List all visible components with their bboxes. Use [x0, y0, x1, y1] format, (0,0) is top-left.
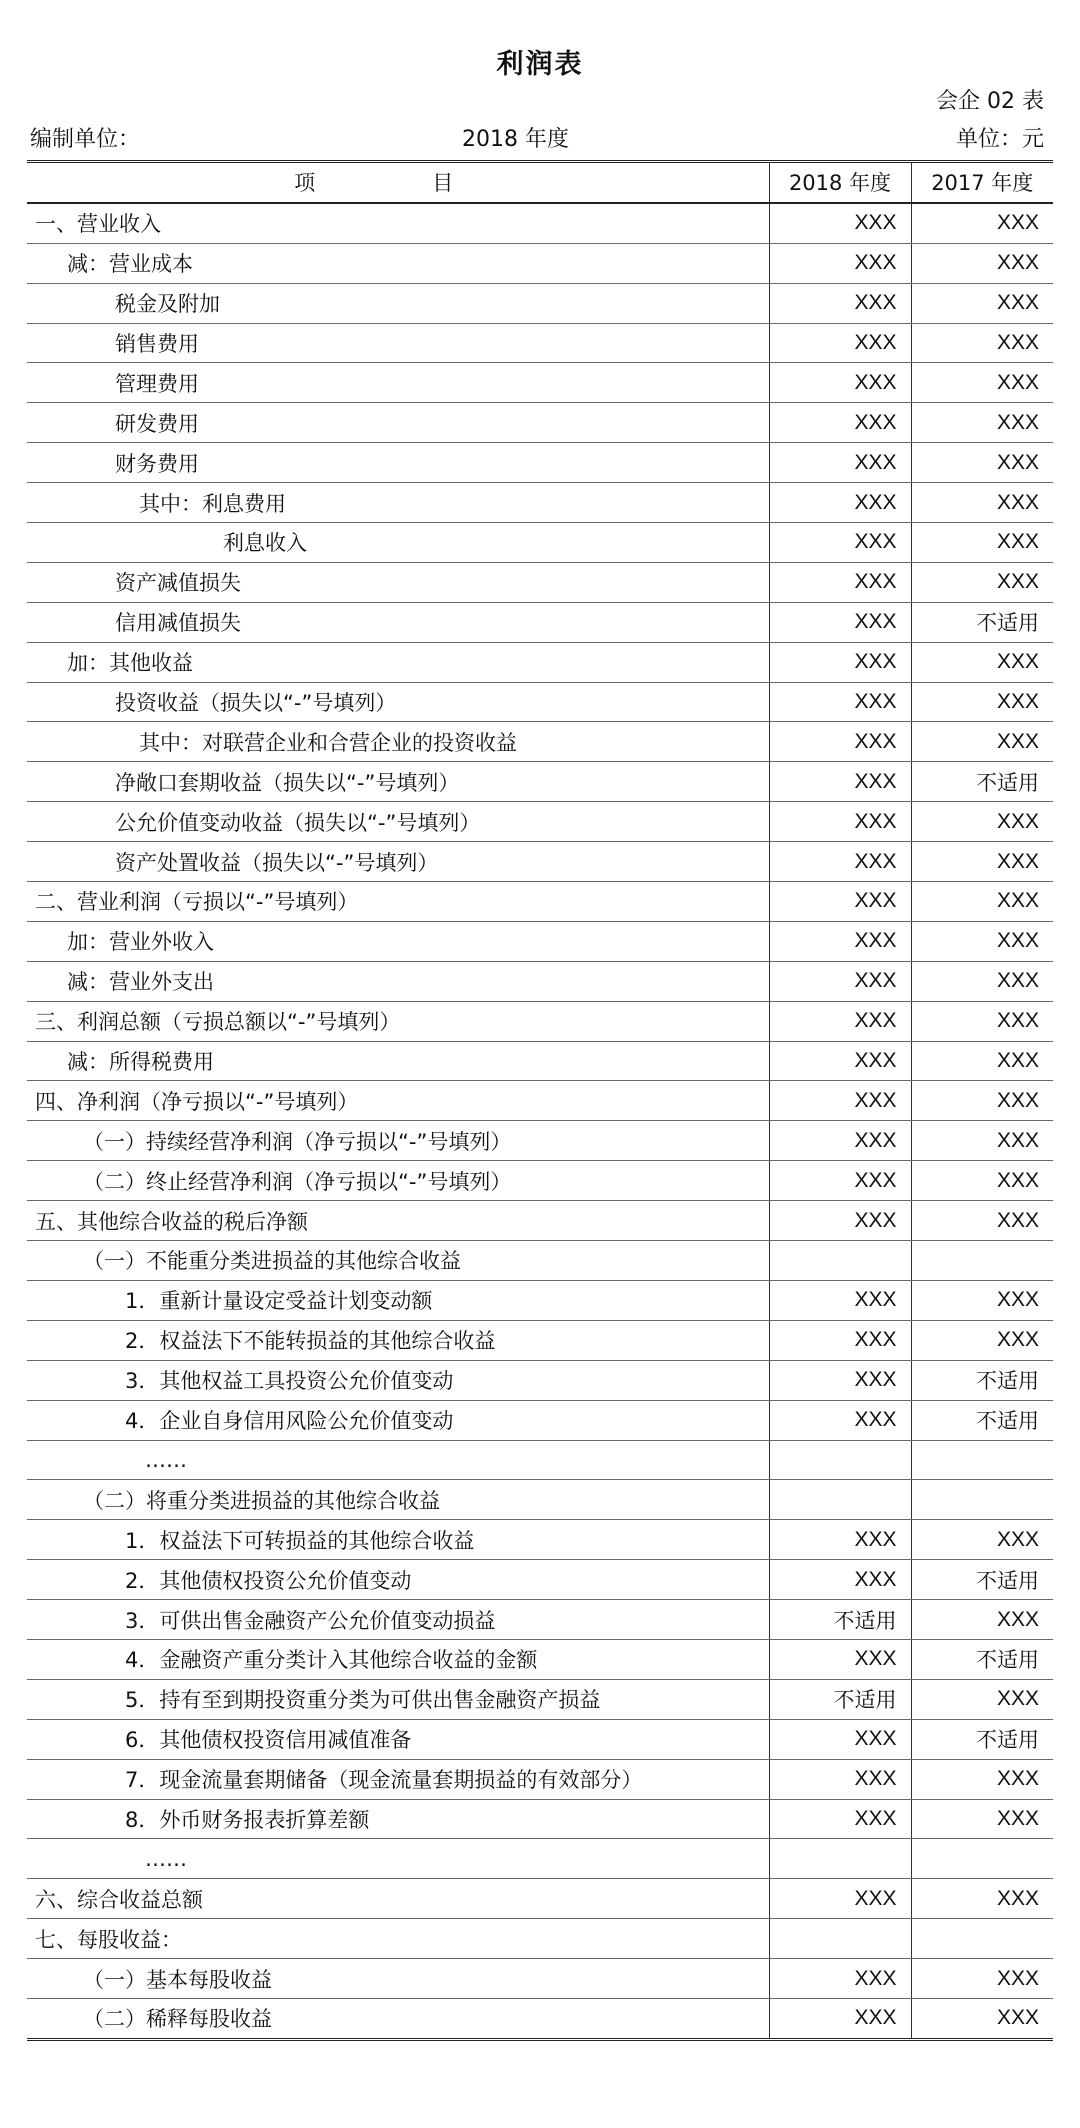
row-value-2017: XXX	[911, 562, 1053, 602]
row-value-2017: XXX	[911, 882, 1053, 922]
table-row	[27, 1161, 1053, 1201]
row-item-label: 管理费用	[27, 363, 769, 403]
row-value-2018: XXX	[769, 1081, 911, 1121]
row-item-label: 减：所得税费用	[27, 1041, 769, 1081]
row-value-2018: XXX	[769, 523, 911, 563]
row-value-2018: XXX	[769, 882, 911, 922]
row-item-label: 加：其他收益	[27, 642, 769, 682]
row-item-label: 减：营业成本	[27, 243, 769, 283]
row-value-2017: XXX	[911, 203, 1053, 243]
table-row	[27, 1480, 1053, 1520]
table-row	[27, 1879, 1053, 1919]
row-value-2018: XXX	[769, 1161, 911, 1201]
row-value-2017: XXX	[911, 802, 1053, 842]
row-value-2017: XXX	[911, 1998, 1053, 2039]
table-row	[27, 523, 1053, 563]
row-value-2017	[911, 1440, 1053, 1480]
row-value-2017: XXX	[911, 1799, 1053, 1839]
row-value-2018: XXX	[769, 1201, 911, 1241]
row-item-label: 资产减值损失	[27, 562, 769, 602]
row-value-2018	[769, 1440, 911, 1480]
row-value-2018: XXX	[769, 323, 911, 363]
row-value-2017	[911, 1241, 1053, 1281]
row-value-2018: XXX	[769, 562, 911, 602]
row-value-2017	[911, 1839, 1053, 1879]
row-item-label: 五、其他综合收益的税后净额	[27, 1201, 769, 1241]
row-value-2017: XXX	[911, 842, 1053, 882]
row-item-label: 减：营业外支出	[27, 961, 769, 1001]
row-value-2017: XXX	[911, 1161, 1053, 1201]
row-value-2017: XXX	[911, 483, 1053, 523]
row-value-2017	[911, 1919, 1053, 1959]
row-value-2018: XXX	[769, 363, 911, 403]
row-value-2017: 不适用	[911, 1639, 1053, 1679]
table-row	[27, 762, 1053, 802]
row-item-label: 7．现金流量套期储备（现金流量套期损益的有效部分）	[27, 1759, 769, 1799]
row-value-2017: XXX	[911, 523, 1053, 563]
row-value-2018: XXX	[769, 1998, 911, 2039]
row-item-label: 四、净利润（净亏损以“-”号填列）	[27, 1081, 769, 1121]
row-item-label: 利息收入	[27, 523, 769, 563]
row-value-2017: XXX	[911, 1201, 1053, 1241]
row-value-2018: XXX	[769, 1959, 911, 1999]
row-item-label: 资产处置收益（损失以“-”号填列）	[27, 842, 769, 882]
row-item-label: 2．其他债权投资公允价值变动	[27, 1560, 769, 1600]
table-row	[27, 1320, 1053, 1360]
table-row	[27, 403, 1053, 443]
row-item-label: 1．重新计量设定受益计划变动额	[27, 1280, 769, 1320]
row-item-label: 销售费用	[27, 323, 769, 363]
form-number: 会企 02 表	[936, 89, 1044, 114]
table-row	[27, 1201, 1053, 1241]
row-value-2018: XXX	[769, 762, 911, 802]
row-item-label: （二）将重分类进损益的其他综合收益	[27, 1480, 769, 1520]
row-value-2018: XXX	[769, 1759, 911, 1799]
table-row	[27, 722, 1053, 762]
row-item-label: 财务费用	[27, 443, 769, 483]
table-row	[27, 921, 1053, 961]
row-item-label: 七、每股收益：	[27, 1919, 769, 1959]
row-value-2018: XXX	[769, 1041, 911, 1081]
row-value-2017: 不适用	[911, 602, 1053, 642]
row-item-label: ……	[27, 1839, 769, 1879]
row-value-2017: XXX	[911, 1520, 1053, 1560]
row-value-2018: XXX	[769, 842, 911, 882]
row-value-2018: XXX	[769, 642, 911, 682]
table-body	[27, 203, 1053, 2039]
table-row	[27, 1440, 1053, 1480]
table-row	[27, 1041, 1053, 1081]
income-statement-table	[27, 160, 1053, 2041]
row-item-label: 4．金融资产重分类计入其他综合收益的金额	[27, 1639, 769, 1679]
table-row	[27, 842, 1053, 882]
row-value-2018: XXX	[769, 921, 911, 961]
table-row	[27, 802, 1053, 842]
row-item-label: 3．其他权益工具投资公允价值变动	[27, 1360, 769, 1400]
row-value-2018: XXX	[769, 961, 911, 1001]
row-value-2018: XXX	[769, 443, 911, 483]
row-value-2017: XXX	[911, 1879, 1053, 1919]
table-row	[27, 1081, 1053, 1121]
table-row	[27, 1759, 1053, 1799]
table-row	[27, 203, 1053, 243]
row-value-2018: XXX	[769, 1639, 911, 1679]
row-value-2018: XXX	[769, 1320, 911, 1360]
row-item-label: 二、营业利润（亏损以“-”号填列）	[27, 882, 769, 922]
table-row	[27, 1001, 1053, 1041]
row-value-2018: XXX	[769, 1719, 911, 1759]
row-item-label: 公允价值变动收益（损失以“-”号填列）	[27, 802, 769, 842]
table-row	[27, 1639, 1053, 1679]
table-row	[27, 283, 1053, 323]
row-value-2017: XXX	[911, 1320, 1053, 1360]
table-row	[27, 1719, 1053, 1759]
row-value-2018: XXX	[769, 483, 911, 523]
row-value-2018: XXX	[769, 802, 911, 842]
row-item-label: 投资收益（损失以“-”号填列）	[27, 682, 769, 722]
row-value-2018: XXX	[769, 1360, 911, 1400]
row-item-label: 研发费用	[27, 403, 769, 443]
row-value-2017: XXX	[911, 1600, 1053, 1640]
row-item-label: 3．可供出售金融资产公允价值变动损益	[27, 1600, 769, 1640]
header-2017: 2017 年度	[911, 162, 1053, 203]
row-value-2017: XXX	[911, 1001, 1053, 1041]
row-value-2018: 不适用	[769, 1600, 911, 1640]
row-value-2018: XXX	[769, 403, 911, 443]
row-value-2017: XXX	[911, 1041, 1053, 1081]
row-item-label: 1．权益法下可转损益的其他综合收益	[27, 1520, 769, 1560]
row-value-2017: XXX	[911, 1759, 1053, 1799]
row-value-2018: XXX	[769, 1520, 911, 1560]
report-year: 2018 年度	[462, 127, 569, 152]
table-row	[27, 882, 1053, 922]
row-item-label: ……	[27, 1440, 769, 1480]
row-item-label: （一）持续经营净利润（净亏损以“-”号填列）	[27, 1121, 769, 1161]
row-value-2017: XXX	[911, 921, 1053, 961]
row-item-label: 其中：对联营企业和合营企业的投资收益	[27, 722, 769, 762]
row-value-2018: XXX	[769, 1121, 911, 1161]
row-value-2017: XXX	[911, 243, 1053, 283]
table-row	[27, 562, 1053, 602]
row-value-2017: 不适用	[911, 1719, 1053, 1759]
table-header-row	[27, 162, 1053, 203]
row-item-label: 4．企业自身信用风险公允价值变动	[27, 1400, 769, 1440]
table-row	[27, 443, 1053, 483]
row-value-2018: 不适用	[769, 1679, 911, 1719]
row-item-label: 净敞口套期收益（损失以“-”号填列）	[27, 762, 769, 802]
row-item-label: 其中：利息费用	[27, 483, 769, 523]
currency-unit: 单位：元	[955, 127, 1044, 152]
row-value-2018: XXX	[769, 1400, 911, 1440]
row-value-2017: XXX	[911, 682, 1053, 722]
row-value-2017: XXX	[911, 1081, 1053, 1121]
row-value-2018: XXX	[769, 682, 911, 722]
row-value-2018: XXX	[769, 243, 911, 283]
table-row	[27, 1839, 1053, 1879]
row-value-2017: XXX	[911, 961, 1053, 1001]
row-value-2018: XXX	[769, 1001, 911, 1041]
table-row	[27, 1520, 1053, 1560]
table-row	[27, 1360, 1053, 1400]
row-value-2017: XXX	[911, 283, 1053, 323]
table-row	[27, 363, 1053, 403]
table-row	[27, 1959, 1053, 1999]
row-item-label: 一、营业收入	[27, 203, 769, 243]
row-item-label: 三、利润总额（亏损总额以“-”号填列）	[27, 1001, 769, 1041]
row-item-label: 六、综合收益总额	[27, 1879, 769, 1919]
row-value-2018	[769, 1480, 911, 1520]
table-row	[27, 1280, 1053, 1320]
row-value-2017: XXX	[911, 722, 1053, 762]
table-row	[27, 243, 1053, 283]
preparer-label: 编制单位：	[30, 127, 141, 152]
row-value-2018: XXX	[769, 203, 911, 243]
row-value-2017: XXX	[911, 1280, 1053, 1320]
page-title: 利润表	[496, 49, 584, 80]
row-value-2018	[769, 1919, 911, 1959]
table-row	[27, 1919, 1053, 1959]
row-item-label: 8．外币财务报表折算差额	[27, 1799, 769, 1839]
row-item-label: 税金及附加	[27, 283, 769, 323]
table-row	[27, 1600, 1053, 1640]
row-value-2017: XXX	[911, 1121, 1053, 1161]
row-item-label: 加：营业外收入	[27, 921, 769, 961]
row-value-2018	[769, 1839, 911, 1879]
table-row	[27, 602, 1053, 642]
header-2018: 2018 年度	[769, 162, 911, 203]
row-item-label: 2．权益法下不能转损益的其他综合收益	[27, 1320, 769, 1360]
row-value-2017: XXX	[911, 1679, 1053, 1719]
row-value-2018: XXX	[769, 1560, 911, 1600]
row-value-2018: XXX	[769, 722, 911, 762]
table-row	[27, 323, 1053, 363]
row-item-label: （一）不能重分类进损益的其他综合收益	[27, 1241, 769, 1281]
row-value-2017	[911, 1480, 1053, 1520]
row-value-2018: XXX	[769, 1879, 911, 1919]
table-row	[27, 1241, 1053, 1281]
row-value-2018: XXX	[769, 283, 911, 323]
row-item-label: （一）基本每股收益	[27, 1959, 769, 1999]
table-row	[27, 1998, 1053, 2039]
row-value-2018	[769, 1241, 911, 1281]
row-value-2017: XXX	[911, 1959, 1053, 1999]
row-value-2017: 不适用	[911, 1360, 1053, 1400]
row-item-label: 6．其他债权投资信用减值准备	[27, 1719, 769, 1759]
row-item-label: （二）稀释每股收益	[27, 1998, 769, 2039]
table-row	[27, 1679, 1053, 1719]
header-item: 项 目	[27, 162, 769, 203]
row-item-label: 5．持有至到期投资重分类为可供出售金融资产损益	[27, 1679, 769, 1719]
table-row	[27, 642, 1053, 682]
row-value-2017: XXX	[911, 443, 1053, 483]
row-value-2017: XXX	[911, 323, 1053, 363]
row-value-2017: XXX	[911, 363, 1053, 403]
row-value-2017: 不适用	[911, 762, 1053, 802]
row-value-2017: XXX	[911, 403, 1053, 443]
row-value-2017: 不适用	[911, 1400, 1053, 1440]
table-row	[27, 1400, 1053, 1440]
table-row	[27, 1121, 1053, 1161]
row-item-label: （二）终止经营净利润（净亏损以“-”号填列）	[27, 1161, 769, 1201]
table-row	[27, 1799, 1053, 1839]
row-value-2018: XXX	[769, 602, 911, 642]
table-row	[27, 1560, 1053, 1600]
row-value-2018: XXX	[769, 1799, 911, 1839]
row-item-label: 信用减值损失	[27, 602, 769, 642]
table-row	[27, 483, 1053, 523]
table-row	[27, 682, 1053, 722]
table-row	[27, 961, 1053, 1001]
row-value-2017: XXX	[911, 642, 1053, 682]
row-value-2018: XXX	[769, 1280, 911, 1320]
row-value-2017: 不适用	[911, 1560, 1053, 1600]
